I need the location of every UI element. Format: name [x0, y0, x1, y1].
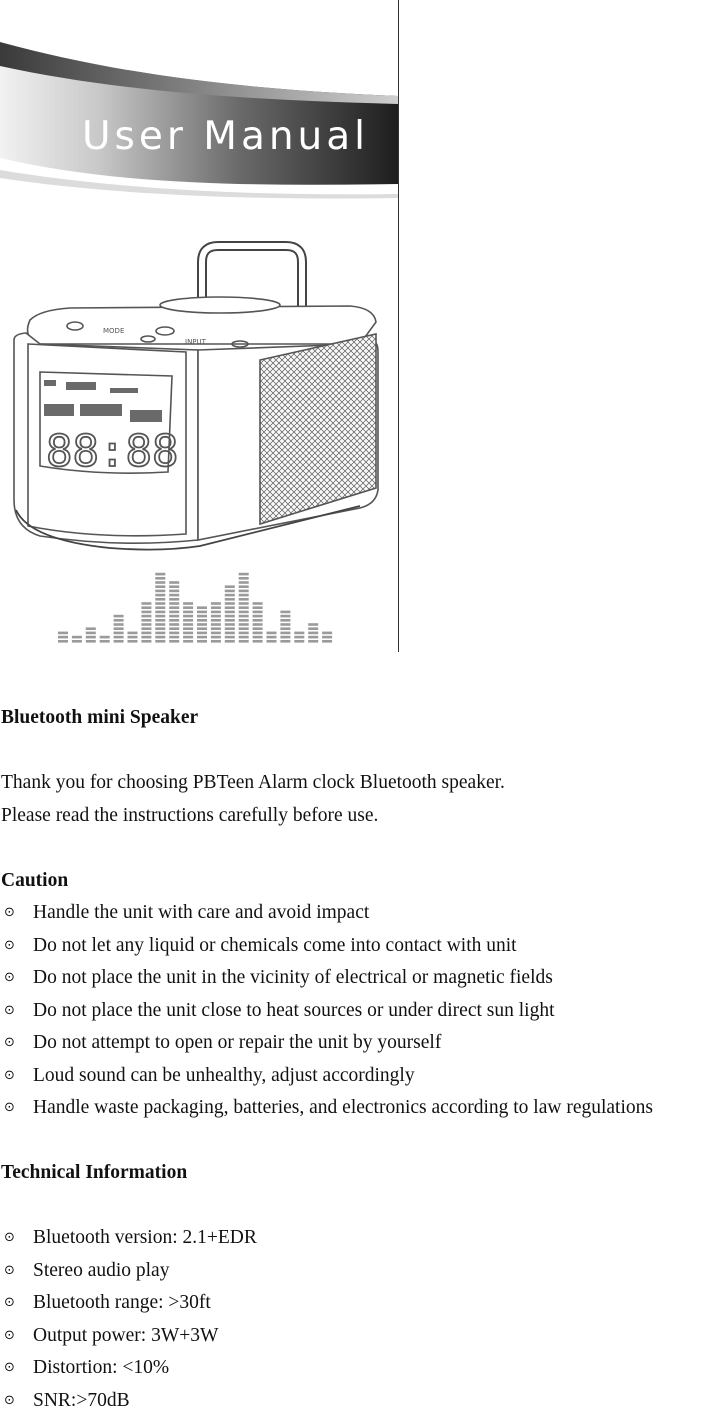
eq-segment — [100, 636, 110, 639]
eq-segment — [141, 627, 151, 630]
eq-segment — [169, 590, 179, 593]
eq-segment — [225, 632, 235, 635]
list-item: ⊙ Do not let any liquid or chemicals come into contact with unit — [1, 930, 728, 963]
mode-label: MODE — [103, 327, 124, 335]
bullet-icon: ⊙ — [1, 930, 33, 963]
eq-segment — [155, 585, 165, 588]
eq-segment — [225, 619, 235, 622]
intro-line-1: Thank you for choosing PBTeen Alarm clock Bluetooth speaker. — [1, 767, 728, 800]
page-divider — [398, 0, 399, 652]
input-label: INPUT — [185, 338, 207, 346]
eq-segment — [72, 636, 82, 639]
eq-segment — [253, 640, 263, 643]
eq-segment — [239, 636, 249, 639]
list-item: ⊙ Do not place the unit close to heat sources or under direct sun light — [1, 995, 728, 1028]
eq-segment — [169, 598, 179, 601]
eq-segment — [169, 602, 179, 605]
eq-segment — [169, 615, 179, 618]
eq-segment — [239, 598, 249, 601]
eq-segment — [86, 636, 96, 639]
eq-segment — [225, 636, 235, 639]
eq-segment — [225, 594, 235, 597]
banner-title: User Manual — [82, 114, 369, 159]
bullet-icon: ⊙ — [1, 995, 33, 1028]
eq-segment — [155, 606, 165, 609]
eq-segment — [155, 577, 165, 580]
caution-heading: Caution — [1, 865, 728, 898]
eq-segment — [225, 615, 235, 618]
eq-segment — [114, 619, 124, 622]
eq-segment — [225, 585, 235, 588]
eq-segment — [114, 627, 124, 630]
eq-segment — [225, 623, 235, 626]
eq-segment — [155, 598, 165, 601]
eq-segment — [211, 619, 221, 622]
eq-segment — [211, 611, 221, 614]
eq-segment — [280, 627, 290, 630]
eq-segment — [294, 636, 304, 639]
eq-segment — [239, 627, 249, 630]
eq-segment — [280, 611, 290, 614]
eq-segment — [253, 619, 263, 622]
eq-segment — [225, 611, 235, 614]
eq-segment — [169, 594, 179, 597]
eq-segment — [141, 619, 151, 622]
list-item: ⊙ Bluetooth version: 2.1+EDR — [1, 1222, 728, 1255]
eq-segment — [253, 636, 263, 639]
banner — [0, 42, 398, 198]
eq-segment — [58, 632, 68, 635]
cover-illustration — [0, 0, 400, 652]
eq-segment — [239, 611, 249, 614]
eq-segment — [86, 632, 96, 635]
bullet-icon: ⊙ — [1, 1092, 33, 1125]
eq-segment — [322, 636, 332, 639]
eq-segment — [155, 581, 165, 584]
eq-segment — [155, 590, 165, 593]
eq-segment — [114, 632, 124, 635]
eq-segment — [211, 623, 221, 626]
eq-segment — [183, 632, 193, 635]
eq-segment — [141, 640, 151, 643]
eq-segment — [169, 606, 179, 609]
eq-segment — [239, 585, 249, 588]
eq-segment — [141, 623, 151, 626]
eq-segment — [280, 619, 290, 622]
eq-segment — [155, 619, 165, 622]
bullet-icon: ⊙ — [1, 1385, 33, 1417]
eq-segment — [239, 623, 249, 626]
eq-segment — [197, 623, 207, 626]
eq-segment — [169, 636, 179, 639]
list-item: ⊙ Stereo audio play — [1, 1255, 728, 1288]
eq-segment — [211, 606, 221, 609]
eq-segment — [280, 640, 290, 643]
bullet-icon: ⊙ — [1, 1060, 33, 1093]
eq-segment — [211, 627, 221, 630]
eq-segment — [155, 640, 165, 643]
eq-segment — [239, 640, 249, 643]
eq-segment — [86, 627, 96, 630]
eq-segment — [308, 636, 318, 639]
equalizer-graphic — [58, 573, 332, 643]
eq-segment — [58, 636, 68, 639]
eq-segment — [141, 615, 151, 618]
eq-segment — [253, 615, 263, 618]
eq-segment — [141, 632, 151, 635]
eq-segment — [155, 602, 165, 605]
eq-segment — [169, 640, 179, 643]
eq-segment — [141, 606, 151, 609]
eq-segment — [114, 636, 124, 639]
eq-segment — [294, 640, 304, 643]
eq-segment — [225, 627, 235, 630]
eq-segment — [169, 585, 179, 588]
eq-segment — [239, 602, 249, 605]
eq-segment — [239, 581, 249, 584]
eq-segment — [211, 640, 221, 643]
eq-segment — [114, 623, 124, 626]
eq-segment — [100, 640, 110, 643]
list-item: ⊙ Output power: 3W+3W — [1, 1320, 728, 1353]
eq-segment — [322, 640, 332, 643]
eq-segment — [114, 640, 124, 643]
eq-segment — [169, 611, 179, 614]
eq-segment — [239, 619, 249, 622]
eq-segment — [294, 632, 304, 635]
bullet-icon: ⊙ — [1, 1320, 33, 1353]
bullet-icon: ⊙ — [1, 1222, 33, 1255]
eq-segment — [155, 594, 165, 597]
eq-segment — [253, 632, 263, 635]
bullet-icon: ⊙ — [1, 1255, 33, 1288]
eq-segment — [197, 640, 207, 643]
eq-segment — [155, 615, 165, 618]
technical-heading: Technical Information — [1, 1157, 728, 1190]
eq-segment — [114, 615, 124, 618]
eq-segment — [169, 627, 179, 630]
eq-segment — [253, 611, 263, 614]
list-item: ⊙ SNR:>70dB — [1, 1385, 728, 1417]
eq-segment — [128, 636, 138, 639]
eq-segment — [169, 581, 179, 584]
cover-art — [0, 0, 400, 652]
eq-segment — [141, 602, 151, 605]
eq-segment — [183, 619, 193, 622]
manual-text — [1, 702, 728, 1417]
eq-segment — [225, 640, 235, 643]
bullet-icon: ⊙ — [1, 1352, 33, 1385]
eq-segment — [308, 627, 318, 630]
eq-segment — [225, 598, 235, 601]
eq-segment — [128, 632, 138, 635]
eq-segment — [253, 623, 263, 626]
bullet-icon: ⊙ — [1, 1027, 33, 1060]
eq-segment — [239, 573, 249, 576]
eq-segment — [322, 632, 332, 635]
list-item: ⊙ Handle the unit with care and avoid impact — [1, 897, 728, 930]
eq-segment — [239, 577, 249, 580]
eq-segment — [308, 640, 318, 643]
eq-segment — [141, 636, 151, 639]
speaker-device — [14, 246, 378, 550]
bullet-icon: ⊙ — [1, 897, 33, 930]
eq-segment — [155, 627, 165, 630]
bullet-icon: ⊙ — [1, 962, 33, 995]
eq-segment — [267, 640, 277, 643]
eq-segment — [197, 636, 207, 639]
eq-segment — [183, 606, 193, 609]
intro-line-2: Please read the instructions carefully before use. — [1, 800, 728, 833]
eq-segment — [155, 636, 165, 639]
eq-segment — [239, 632, 249, 635]
eq-segment — [197, 615, 207, 618]
eq-segment — [183, 602, 193, 605]
caution-list — [1, 897, 728, 1125]
eq-segment — [253, 606, 263, 609]
eq-segment — [308, 632, 318, 635]
eq-segment — [183, 611, 193, 614]
eq-segment — [155, 632, 165, 635]
list-item: ⊙ Loud sound can be unhealthy, adjust accordingly — [1, 1060, 728, 1093]
eq-segment — [197, 611, 207, 614]
eq-segment — [169, 632, 179, 635]
eq-segment — [197, 627, 207, 630]
product-title: Bluetooth mini Speaker — [1, 702, 728, 735]
eq-segment — [72, 640, 82, 643]
eq-segment — [211, 636, 221, 639]
eq-segment — [183, 615, 193, 618]
eq-segment — [155, 573, 165, 576]
lcd-clock-digits: 88:88 — [46, 426, 178, 477]
eq-segment — [280, 636, 290, 639]
list-item: ⊙ Handle waste packaging, batteries, and electronics according to law regulations — [1, 1092, 728, 1125]
eq-segment — [280, 632, 290, 635]
eq-segment — [197, 632, 207, 635]
eq-segment — [197, 606, 207, 609]
eq-segment — [225, 602, 235, 605]
eq-segment — [128, 640, 138, 643]
eq-segment — [169, 619, 179, 622]
eq-segment — [239, 606, 249, 609]
eq-segment — [183, 627, 193, 630]
list-item: ⊙ Do not attempt to open or repair the unit by yourself — [1, 1027, 728, 1060]
eq-segment — [280, 623, 290, 626]
eq-segment — [280, 615, 290, 618]
eq-segment — [239, 590, 249, 593]
bullet-icon: ⊙ — [1, 1287, 33, 1320]
list-item: ⊙ Bluetooth range: >30ft — [1, 1287, 728, 1320]
technical-list — [1, 1222, 728, 1417]
eq-segment — [58, 640, 68, 643]
eq-segment — [253, 627, 263, 630]
eq-segment — [183, 640, 193, 643]
eq-segment — [211, 632, 221, 635]
eq-segment — [211, 615, 221, 618]
list-item: ⊙ Do not place the unit in the vicinity of electrical or magnetic fields — [1, 962, 728, 995]
eq-segment — [86, 640, 96, 643]
eq-segment — [225, 590, 235, 593]
eq-segment — [183, 623, 193, 626]
eq-segment — [253, 602, 263, 605]
eq-segment — [267, 636, 277, 639]
eq-segment — [169, 623, 179, 626]
eq-segment — [141, 611, 151, 614]
eq-segment — [239, 594, 249, 597]
eq-segment — [225, 606, 235, 609]
eq-segment — [267, 632, 277, 635]
eq-segment — [197, 619, 207, 622]
eq-segment — [155, 611, 165, 614]
eq-segment — [239, 615, 249, 618]
eq-segment — [183, 636, 193, 639]
eq-segment — [211, 602, 221, 605]
eq-segment — [155, 623, 165, 626]
list-item: ⊙ Distortion: <10% — [1, 1352, 728, 1385]
eq-segment — [308, 623, 318, 626]
